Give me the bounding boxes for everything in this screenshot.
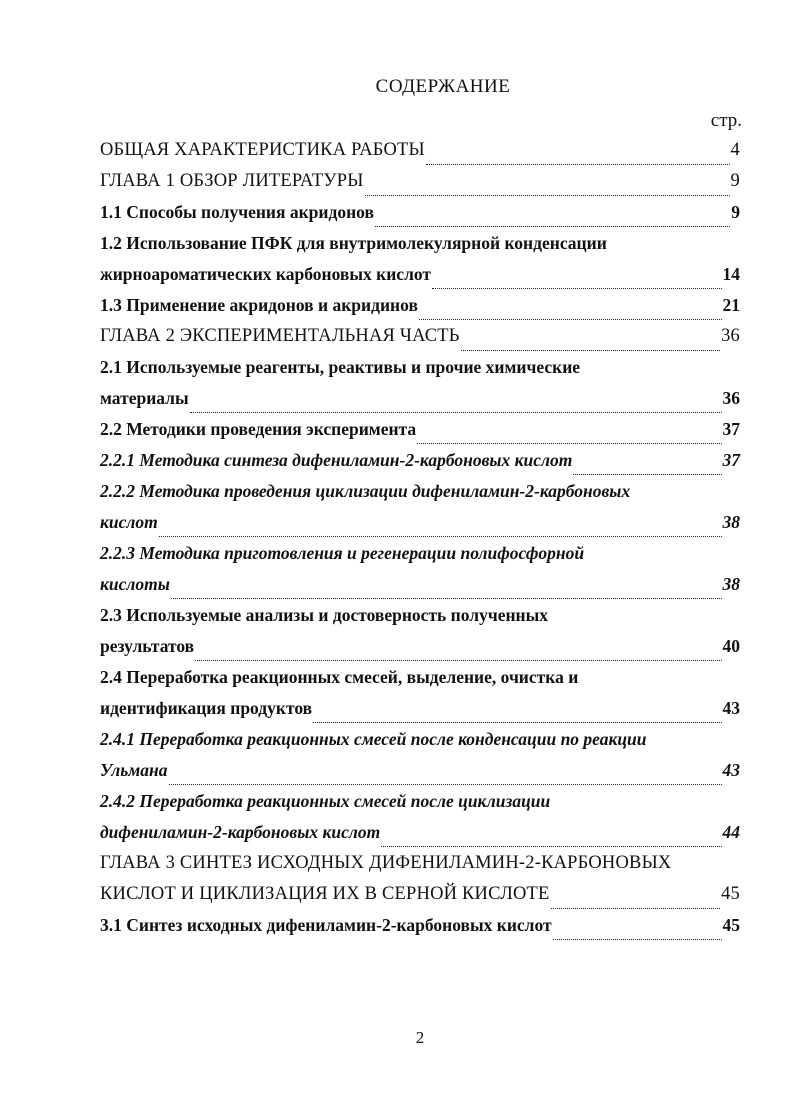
page-column-label: стр. [710, 110, 742, 131]
toc-entry-text: ОБЩАЯ ХАРАКТЕРИСТИКА РАБОТЫ [100, 140, 425, 160]
toc-entry-page: 45 [721, 884, 740, 904]
toc-entry-text: 2.2.2 Методика проведения циклизации дифениламин-2-карбоновых [100, 481, 631, 501]
dot-leader [417, 442, 721, 444]
toc-entry [100, 605, 740, 636]
toc-entry-text: КИСЛОТ И ЦИКЛИЗАЦИЯ ИХ В СЕРНОЙ КИСЛОТЕ [100, 884, 550, 904]
toc-entry [100, 140, 740, 171]
dot-leader [381, 845, 721, 847]
toc-entry-page: 38 [722, 574, 740, 594]
toc-entry-text: материалы [100, 388, 189, 408]
toc-entry-page: 37 [722, 419, 740, 439]
toc-entry [100, 760, 740, 791]
toc-entry [100, 295, 740, 326]
dot-leader [426, 163, 730, 165]
toc-entry [100, 264, 740, 295]
toc-entry-text: идентификация продуктов [100, 698, 313, 718]
dot-leader [375, 225, 730, 227]
dot-leader [169, 783, 722, 785]
dot-leader [573, 473, 721, 475]
toc-entry-text: 2.2.1 Методика синтеза дифениламин-2-карбоновых кислот [100, 450, 573, 470]
toc-entry [100, 853, 740, 884]
toc-entry-text: 2.2 Методики проведения эксперимента [100, 419, 417, 439]
dot-leader [461, 349, 720, 351]
toc-entry-page: 37 [722, 450, 740, 470]
dot-leader [365, 194, 730, 196]
toc-entry-text: 2.4.2 Переработка реакционных смесей после циклизации [100, 791, 551, 811]
toc-entry-page: 14 [722, 264, 740, 284]
toc-entry-text: жирноароматических карбоновых кислот [100, 264, 431, 284]
dot-leader [195, 659, 721, 661]
toc-entry-page: 43 [722, 698, 740, 718]
dot-leader [313, 721, 721, 723]
toc-entry [100, 326, 740, 357]
toc-entry-page: 36 [721, 326, 740, 346]
toc-entry-page: 9 [731, 202, 740, 222]
toc-entry-page: 21 [722, 295, 740, 315]
table-of-contents [100, 140, 740, 946]
dot-leader [432, 287, 722, 289]
toc-entry [100, 636, 740, 667]
toc-entry [100, 357, 740, 388]
toc-entry-page: 38 [722, 512, 740, 532]
dot-leader [159, 535, 722, 537]
toc-entry-page: 4 [730, 140, 740, 160]
toc-entry-text: кислоты [100, 574, 170, 594]
toc-entry-text: 2.2.3 Методика приготовления и регенерации полифосфорной [100, 543, 585, 563]
toc-entry-page: 43 [722, 760, 740, 780]
toc-entry [100, 512, 740, 543]
toc-entry-page: 44 [722, 822, 740, 842]
toc-entry [100, 543, 740, 574]
toc-entry [100, 202, 740, 233]
toc-entry [100, 171, 740, 202]
toc-entry-text: 1.1 Способы получения акридонов [100, 202, 374, 222]
toc-entry-text: 1.2 Использование ПФК для внутримолекулярной конденсации [100, 233, 607, 253]
dot-leader [419, 318, 722, 320]
toc-entry [100, 481, 740, 512]
toc-entry-text: ГЛАВА 3 СИНТЕЗ ИСХОДНЫХ ДИФЕНИЛАМИН-2-КАРБОНОВЫХ [100, 853, 672, 873]
toc-entry-text: кислот [100, 512, 158, 532]
toc-entry [100, 450, 740, 481]
toc-entry [100, 915, 740, 946]
toc-entry [100, 729, 740, 760]
toc-entry-page: 9 [730, 171, 740, 191]
toc-entry-page: 36 [722, 388, 740, 408]
toc-entry-text: ГЛАВА 1 ОБЗОР ЛИТЕРАТУРЫ [100, 171, 364, 191]
toc-entry-text: результатов [100, 636, 195, 656]
toc-entry-page: 40 [722, 636, 740, 656]
dot-leader [190, 411, 722, 413]
dot-leader [553, 938, 722, 940]
toc-entry-text: Ульмана [100, 760, 168, 780]
toc-entry-text: 2.1 Используемые реагенты, реактивы и прочие химические [100, 357, 581, 377]
toc-entry-text: 2.4 Переработка реакционных смесей, выделение, очистка и [100, 667, 579, 687]
toc-entry [100, 419, 740, 450]
toc-entry [100, 574, 740, 605]
toc-entry [100, 667, 740, 698]
toc-entry-text: 3.1 Синтез исходных дифениламин-2-карбоновых кислот [100, 915, 552, 935]
toc-entry [100, 791, 740, 822]
page-number: 2 [415, 1028, 425, 1047]
toc-entry [100, 884, 740, 915]
toc-entry [100, 822, 740, 853]
toc-entry-text: 1.3 Применение акридонов и акридинов [100, 295, 418, 315]
dot-leader [171, 597, 722, 599]
toc-entry-text: ГЛАВА 2 ЭКСПЕРИМЕНТАЛЬНАЯ ЧАСТЬ [100, 326, 460, 346]
dot-leader [551, 907, 721, 909]
toc-entry-text: 2.4.1 Переработка реакционных смесей после конденсации по реакции [100, 729, 647, 749]
toc-entry-text: дифениламин-2-карбоновых кислот [100, 822, 381, 842]
toc-entry [100, 233, 740, 264]
toc-entry-text: 2.3 Используемые анализы и достоверность полученных [100, 605, 549, 625]
toc-entry-page: 45 [722, 915, 740, 935]
page-title: СОДЕРЖАНИЕ [375, 76, 511, 97]
toc-entry [100, 698, 740, 729]
toc-entry [100, 388, 740, 419]
